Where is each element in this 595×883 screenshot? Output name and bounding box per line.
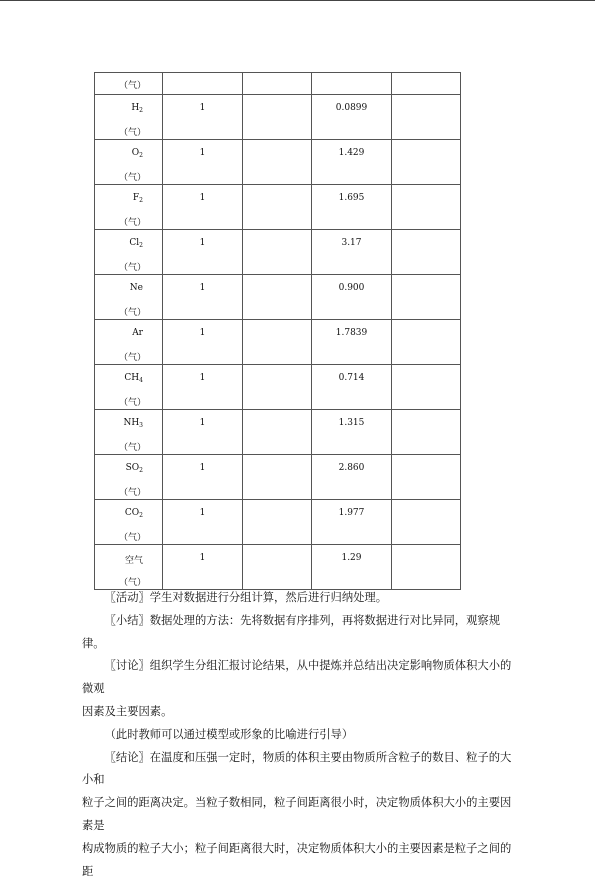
mole-value: 1 bbox=[199, 508, 206, 518]
table-row bbox=[95, 185, 461, 230]
mole-value: 1 bbox=[199, 103, 206, 113]
gas-formula: $SO_2$ bbox=[125, 463, 143, 474]
gas-formula: $H_2$ bbox=[131, 103, 143, 114]
table-row bbox=[95, 140, 461, 185]
state-label: （气） bbox=[119, 308, 147, 318]
formula-subscript: 2 bbox=[139, 242, 143, 249]
conclusion-paragraph-line-1: 〖结论〗在温度和压强一定时，物质的体积主要由物质所含粒子的数目、粒子的大小和 bbox=[82, 750, 512, 787]
state-label: （气） bbox=[119, 173, 147, 183]
density-value: 1.429 bbox=[338, 148, 365, 158]
table-row bbox=[95, 275, 461, 320]
mole-value: 1 bbox=[199, 148, 206, 158]
page-top-rule bbox=[0, 0, 595, 1]
conclusion-paragraph-line-3: 构成物质的粒子大小；粒子间距离很大时，决定物质体积大小的主要因素是粒子之间的距 bbox=[82, 841, 512, 878]
mole-value: 1 bbox=[199, 373, 206, 383]
state-label: （气） bbox=[119, 353, 147, 363]
gas-formula: Ar bbox=[132, 328, 143, 338]
table-row bbox=[95, 320, 461, 365]
gas-density-table bbox=[94, 72, 461, 590]
state-label: （气） bbox=[119, 533, 147, 543]
formula-subscript: 2 bbox=[139, 107, 143, 114]
gas-formula: $F_2$ bbox=[132, 193, 143, 204]
state-label: （气） bbox=[119, 578, 147, 588]
density-value: 3.17 bbox=[341, 238, 362, 248]
conclusion-paragraph-line-2: 粒子之间的距离决定。当粒子数相同，粒子间距离很小时，决定物质体积大小的主要因素是 bbox=[82, 796, 512, 832]
teacher-note: （此时教师可以通过模型或形象的比喻进行引导） bbox=[104, 727, 354, 741]
density-value: 2.860 bbox=[338, 463, 365, 473]
formula-subscript: 2 bbox=[139, 512, 143, 519]
state-label: （气） bbox=[119, 218, 147, 228]
state-label: （气） bbox=[119, 488, 147, 498]
mole-value: 1 bbox=[199, 418, 206, 428]
density-value: 1.29 bbox=[341, 553, 362, 563]
density-value: 1.7839 bbox=[335, 328, 368, 338]
state-label: （气） bbox=[119, 263, 147, 273]
gas-formula: $O_2$ bbox=[131, 148, 143, 159]
activity-paragraph: 〖活动〗学生对数据进行分组计算，然后进行归纳处理。 bbox=[104, 591, 388, 604]
table-row bbox=[95, 500, 461, 545]
density-value: 1.977 bbox=[338, 508, 365, 518]
gas-formula: $NH_3$ bbox=[123, 418, 143, 429]
discussion-paragraph-line-2: 因素及主要因素。 bbox=[82, 704, 173, 718]
table-row bbox=[95, 230, 461, 275]
state-label: （气） bbox=[119, 398, 147, 408]
mole-value: 1 bbox=[199, 283, 206, 293]
formula-subscript: 3 bbox=[139, 422, 143, 429]
state-label: （气） bbox=[119, 81, 147, 91]
table-row bbox=[95, 455, 461, 500]
gas-formula: Ne bbox=[129, 283, 143, 293]
density-value: 0.714 bbox=[338, 373, 365, 383]
state-label: （气） bbox=[119, 443, 147, 453]
mole-value: 1 bbox=[199, 553, 206, 563]
mole-value: 1 bbox=[199, 328, 206, 338]
table-row bbox=[95, 545, 461, 590]
lesson-text bbox=[82, 587, 512, 883]
gas-formula: $CH_4$ bbox=[124, 373, 143, 384]
mole-value: 1 bbox=[199, 238, 206, 248]
density-value: 1.315 bbox=[338, 418, 365, 428]
formula-subscript: 4 bbox=[139, 377, 143, 384]
density-value: 0.0899 bbox=[335, 103, 368, 113]
discussion-paragraph-line-1: 〖讨论〗组织学生分组汇报讨论结果，从中提炼并总结出决定影响物质体积大小的微观 bbox=[82, 659, 512, 696]
gas-formula: 空气 bbox=[124, 556, 143, 566]
formula-subscript: 2 bbox=[139, 152, 143, 159]
formula-subscript: 2 bbox=[139, 467, 143, 474]
density-value: 1.695 bbox=[338, 193, 365, 203]
mole-value: 1 bbox=[199, 463, 206, 473]
table-row bbox=[95, 95, 461, 140]
table-row bbox=[95, 410, 461, 455]
summary-paragraph: 〖小结〗数据处理的方法：先将数据有序排列，再将数据进行对比异同，观察规律。 bbox=[82, 613, 500, 650]
gas-formula: $CO_2$ bbox=[124, 508, 143, 519]
gas-formula: $Cl_2$ bbox=[129, 238, 143, 249]
table-row bbox=[95, 73, 461, 95]
mole-value: 1 bbox=[199, 193, 206, 203]
density-value: 0.900 bbox=[338, 283, 365, 293]
formula-subscript: 2 bbox=[139, 197, 143, 204]
state-label: （气） bbox=[119, 128, 147, 138]
table-row bbox=[95, 365, 461, 410]
